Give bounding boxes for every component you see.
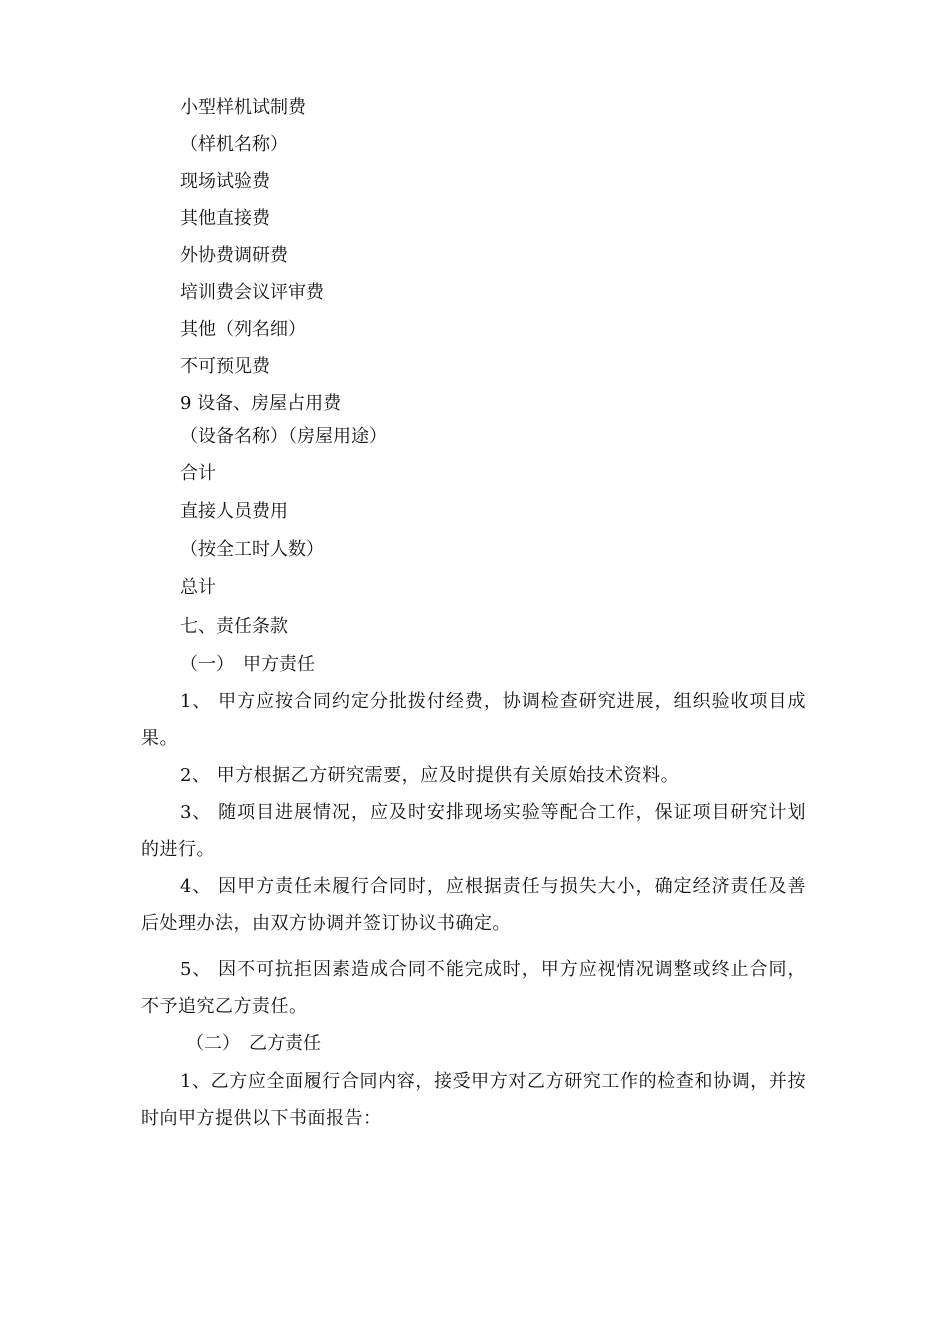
budget-item-equipment-housing-detail: （设备名称）（房屋用途） xyxy=(180,426,387,447)
clause-text: 1、乙方应全面履行合同内容，接受甲方对乙方研究工作的检查和协调，并按时向甲方提供以下书面报告： xyxy=(141,1071,806,1129)
budget-item-grand-total: 总计 xyxy=(180,577,216,598)
budget-item-prototype-name: （样机名称） xyxy=(180,134,288,155)
clause-text: 2、 甲方根据乙方研究需要，应及时提供有关原始技术资料。 xyxy=(180,765,680,786)
party-a-clause-5 xyxy=(141,951,806,1025)
clause-text: 4、 因甲方责任未履行合同时，应根据责任与损失大小，确定经济责任及善 后处理办法，由双方协调并签订协议书确定。 xyxy=(141,876,806,934)
budget-item-contingency-fee: 不可预见费 xyxy=(180,356,270,377)
section-title-liability: 七、责任条款 xyxy=(180,616,288,637)
clause-text: 5、 因不可抗拒因素造成合同不能完成时，甲方应视情况调整或终止合同， 不予追究乙方责任。 xyxy=(141,959,806,1017)
budget-item-full-time-headcount: （按全工时人数） xyxy=(180,539,324,560)
budget-item-direct-personnel-fee: 直接人员费用 xyxy=(180,501,288,522)
party-a-clause-1 xyxy=(141,683,806,757)
party-b-clause-1 xyxy=(141,1063,806,1137)
budget-item-other-itemized: 其他（列名细） xyxy=(180,319,306,340)
party-a-clause-3 xyxy=(141,794,806,868)
party-a-clause-2 xyxy=(141,757,806,794)
budget-item-equipment-housing-fee: 9 设备、房屋占用费 xyxy=(180,393,342,414)
clause-text: 3、 随项目进展情况，应及时安排现场实验等配合工作，保证项目研究计划 的进行。 xyxy=(141,802,806,860)
budget-item-field-test-fee: 现场试验费 xyxy=(180,171,270,192)
budget-item-prototype-fee: 小型样机试制费 xyxy=(180,97,306,118)
budget-item-training-meeting-fee: 培训费会议评审费 xyxy=(180,282,324,303)
budget-item-other-direct-fee: 其他直接费 xyxy=(180,208,270,229)
clause-text: 1、 甲方应按合同约定分批拨付经费，协调检查研究进展，组织验收项目成 果。 xyxy=(141,691,806,749)
budget-item-outsourcing-research-fee: 外协费调研费 xyxy=(180,245,288,266)
party-a-clause-4 xyxy=(141,868,806,942)
budget-item-subtotal: 合计 xyxy=(180,463,216,484)
party-b-heading: （二） 乙方责任 xyxy=(186,1033,321,1054)
party-a-heading: （一） 甲方责任 xyxy=(180,654,315,675)
